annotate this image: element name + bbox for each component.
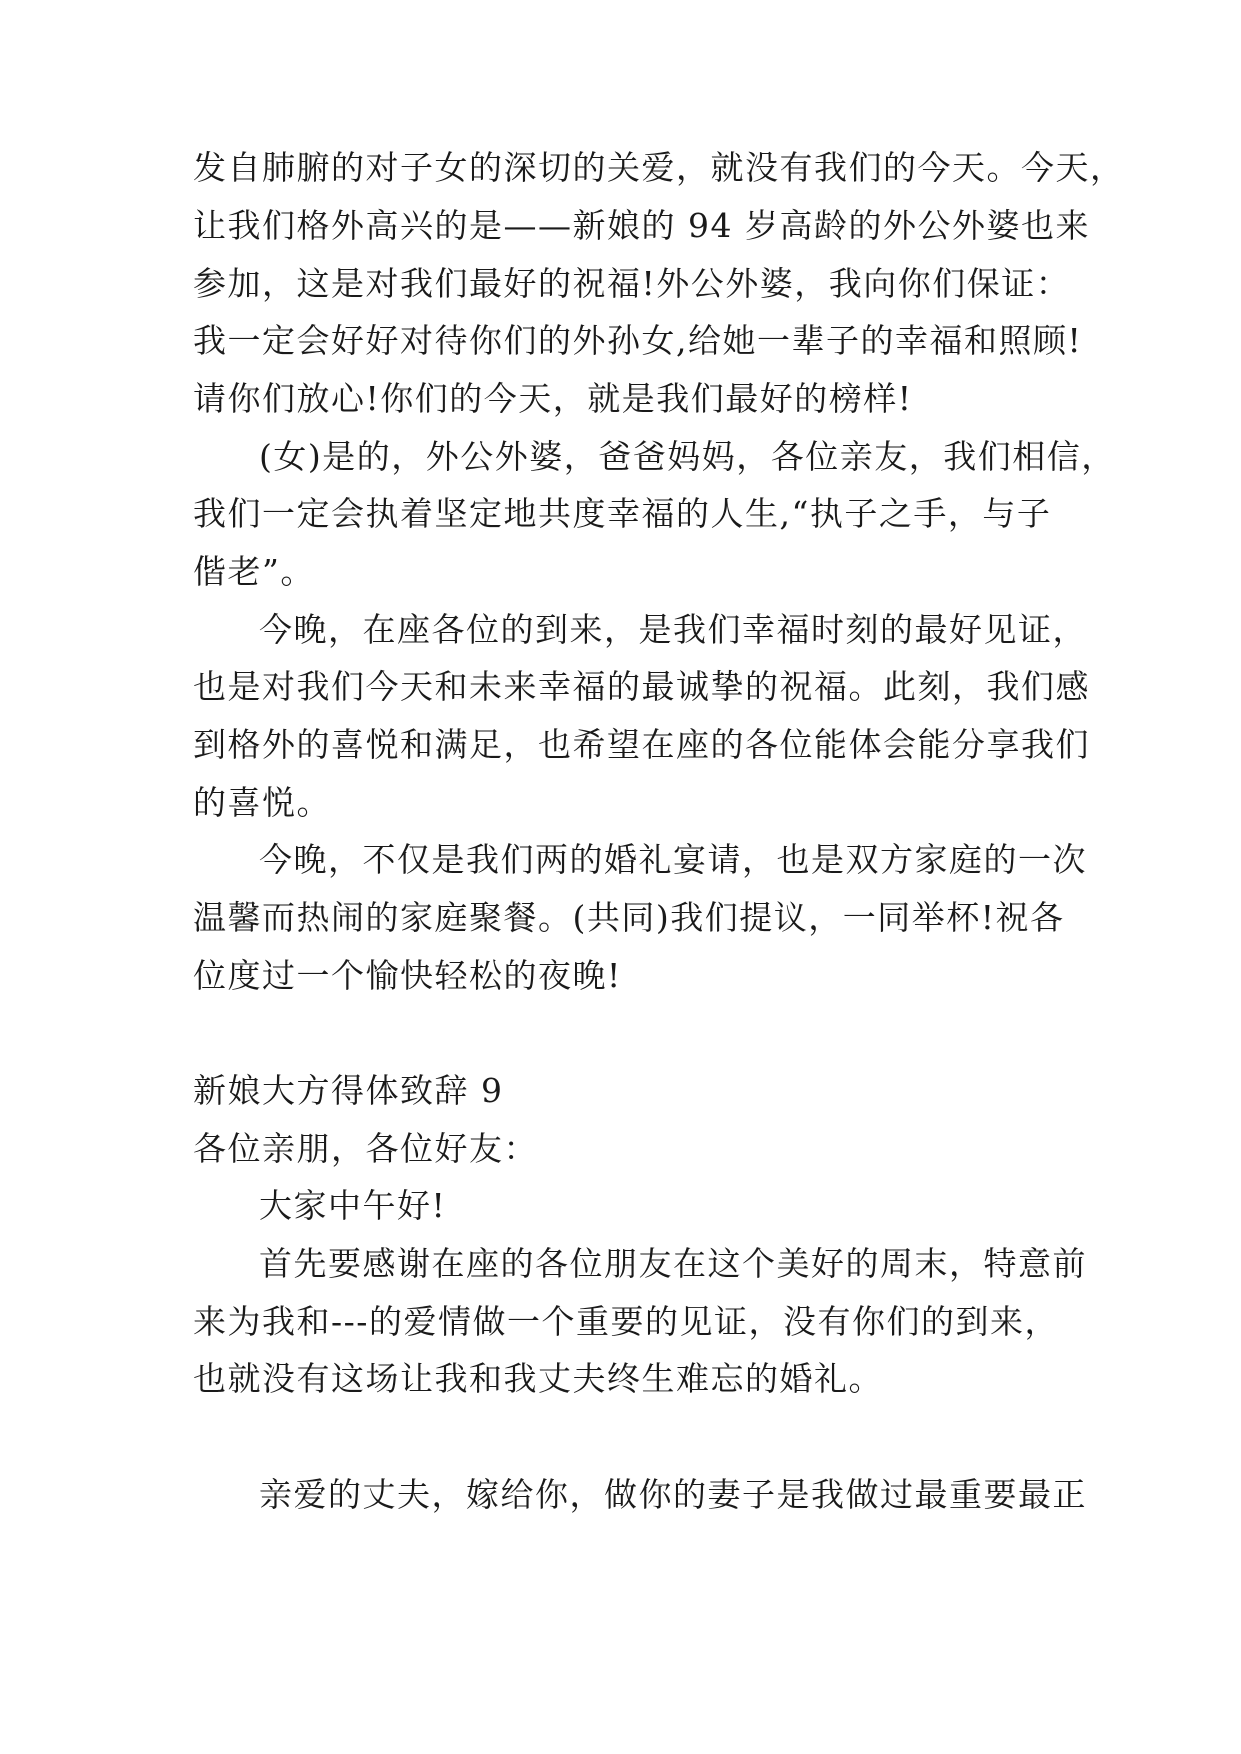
greeting: 大家中午好! bbox=[259, 1186, 447, 1225]
paragraph-first-line: (女)是的，外公外婆，爸爸妈妈，各位亲友，我们相信， bbox=[259, 437, 1116, 476]
paragraph-first-line: 首先要感谢在座的各位朋友在这个美好的周末，特意前 bbox=[259, 1244, 1087, 1283]
paragraph-first-line: 今晚，不仅是我们两的婚礼宴请，也是双方家庭的一次 bbox=[259, 840, 1087, 879]
body-line: 我一定会好好对待你们的外孙女,给她一辈子的幸福和照顾! bbox=[193, 321, 1083, 360]
body-line: 温馨而热闹的家庭聚餐。(共同)我们提议，一同举杯!祝各 bbox=[193, 898, 1065, 937]
body-line: 参加，这是对我们最好的祝福!外公外婆，我向你们保证： bbox=[193, 264, 1071, 303]
body-line: 来为我和---的爱情做一个重要的见证，没有你们的到来， bbox=[193, 1302, 1059, 1341]
body-line: 请你们放心!你们的今天，就是我们最好的榜样! bbox=[193, 379, 913, 418]
body-line: 也是对我们今天和未来幸福的最诚挚的祝福。此刻，我们感 bbox=[193, 667, 1090, 706]
paragraph-first-line: 今晚，在座各位的到来，是我们幸福时刻的最好见证， bbox=[259, 610, 1087, 649]
body-line: 的喜悦。 bbox=[193, 783, 331, 822]
body-line: 位度过一个愉快轻松的夜晚! bbox=[193, 956, 622, 995]
paragraph-first-line: 亲爱的丈夫，嫁给你，做你的妻子是我做过最重要最正 bbox=[259, 1475, 1087, 1514]
body-line: 发自肺腑的对子女的深切的关爱，就没有我们的今天。今天， bbox=[193, 148, 1125, 187]
body-line: 也就没有这场让我和我丈夫终生难忘的婚礼。 bbox=[193, 1359, 883, 1398]
salutation: 各位亲朋，各位好友： bbox=[193, 1129, 538, 1168]
body-line: 偕老”。 bbox=[193, 552, 315, 591]
section-heading: 新娘大方得体致辞 9 bbox=[193, 1071, 504, 1110]
body-line: 让我们格外高兴的是——新娘的 94 岁高龄的外公外婆也来 bbox=[193, 206, 1090, 245]
document-page bbox=[193, 0, 1125, 1754]
body-line: 到格外的喜悦和满足，也希望在座的各位能体会能分享我们 bbox=[193, 725, 1090, 764]
body-line: 我们一定会执着坚定地共度幸福的人生,“执子之手，与子 bbox=[193, 494, 1052, 533]
